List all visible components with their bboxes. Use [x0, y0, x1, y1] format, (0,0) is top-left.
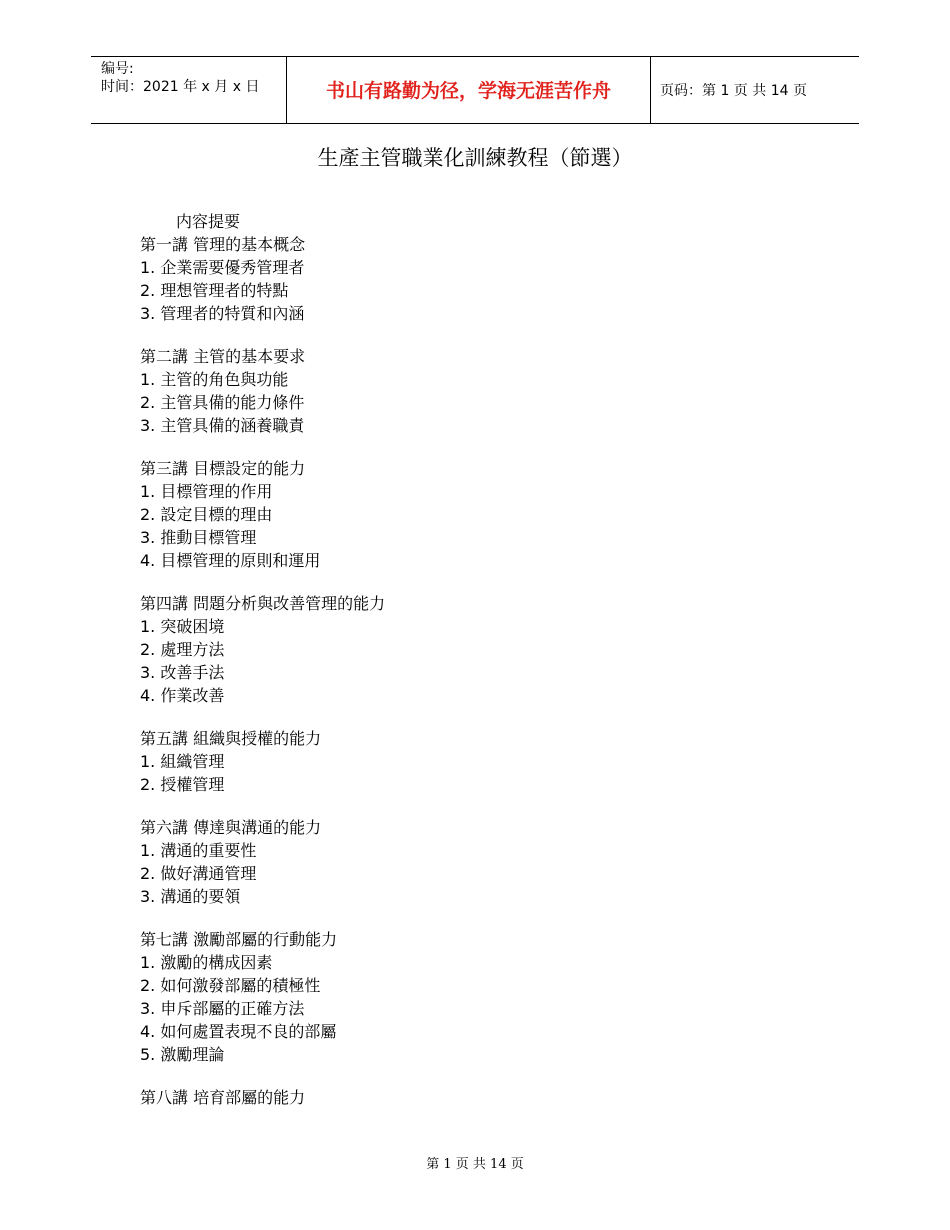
lecture-item: 3. 管理者的特質和內涵	[140, 304, 305, 323]
document-time-label: 时间：2021 年 x 月 x 日	[101, 79, 260, 95]
lecture-item: 2. 理想管理者的特點	[140, 281, 289, 300]
section-gap	[140, 908, 840, 928]
lecture-item: 1. 組織管理	[140, 752, 225, 771]
lecture-item: 1. 溝通的重要性	[140, 841, 257, 860]
lecture-item: 3. 主管具備的涵養職責	[140, 416, 305, 435]
lecture-item: 2. 做好溝通管理	[140, 864, 257, 883]
lecture-item: 3. 溝通的要領	[140, 887, 241, 906]
lecture-item: 2. 主管具備的能力條件	[140, 393, 305, 412]
lecture-item: 1. 目標管理的作用	[140, 482, 273, 501]
lecture-item: 1. 激勵的構成因素	[140, 953, 273, 972]
lecture-item: 1. 主管的角色與功能	[140, 370, 289, 389]
header-page-info: 页码：第 1 页 共 14 页	[660, 83, 807, 99]
section-gap	[140, 1066, 840, 1086]
section-gap	[140, 572, 840, 592]
lecture-heading: 第六講 傳達與溝通的能力	[140, 818, 322, 837]
lecture-item: 1. 企業需要優秀管理者	[140, 258, 305, 277]
toc-intro-heading: 内容提要	[176, 212, 241, 231]
lecture-item: 2. 如何激發部屬的積極性	[140, 976, 321, 995]
lecture-heading: 第八講 培育部屬的能力	[140, 1088, 306, 1107]
lecture-item: 4. 作業改善	[140, 686, 225, 705]
lecture-item: 3. 申斥部屬的正確方法	[140, 999, 305, 1018]
section-gap	[140, 707, 840, 727]
lecture-heading: 第四講 問題分析與改善管理的能力	[140, 594, 386, 613]
lecture-heading: 第七講 激勵部屬的行動能力	[140, 930, 338, 949]
lecture-item: 3. 推動目標管理	[140, 528, 257, 547]
lecture-item: 2. 處理方法	[140, 640, 225, 659]
section-gap	[140, 325, 840, 345]
page-header	[91, 56, 859, 124]
lecture-item: 4. 如何處置表現不良的部屬	[140, 1022, 337, 1041]
header-page-cell	[650, 57, 859, 123]
lecture-item: 4. 目標管理的原則和運用	[140, 551, 321, 570]
lecture-item: 3. 改善手法	[140, 663, 225, 682]
lecture-item: 2. 授權管理	[140, 775, 225, 794]
lecture-item: 5. 激勵理論	[140, 1045, 225, 1064]
section-gap	[140, 437, 840, 457]
section-gap	[140, 796, 840, 816]
header-motto: 书山有路勤为径，学海无涯苦作舟	[325, 80, 611, 102]
lecture-heading: 第五講 組織與授權的能力	[140, 729, 322, 748]
lecture-item: 1. 突破困境	[140, 617, 225, 636]
header-motto-cell	[286, 57, 651, 123]
table-of-contents	[140, 210, 840, 1109]
lecture-heading: 第二講 主管的基本要求	[140, 347, 306, 366]
document-number-label: 编号:	[101, 61, 134, 77]
lecture-heading: 第一講 管理的基本概念	[140, 235, 306, 254]
page-footer: 第 1 页 共 14 页	[426, 1157, 524, 1172]
lecture-heading: 第三講 目標設定的能力	[140, 459, 306, 478]
lecture-item: 2. 設定目標的理由	[140, 505, 273, 524]
document-title: 生產主管職業化訓練教程（節選）	[317, 146, 633, 170]
header-meta-cell	[91, 57, 286, 123]
